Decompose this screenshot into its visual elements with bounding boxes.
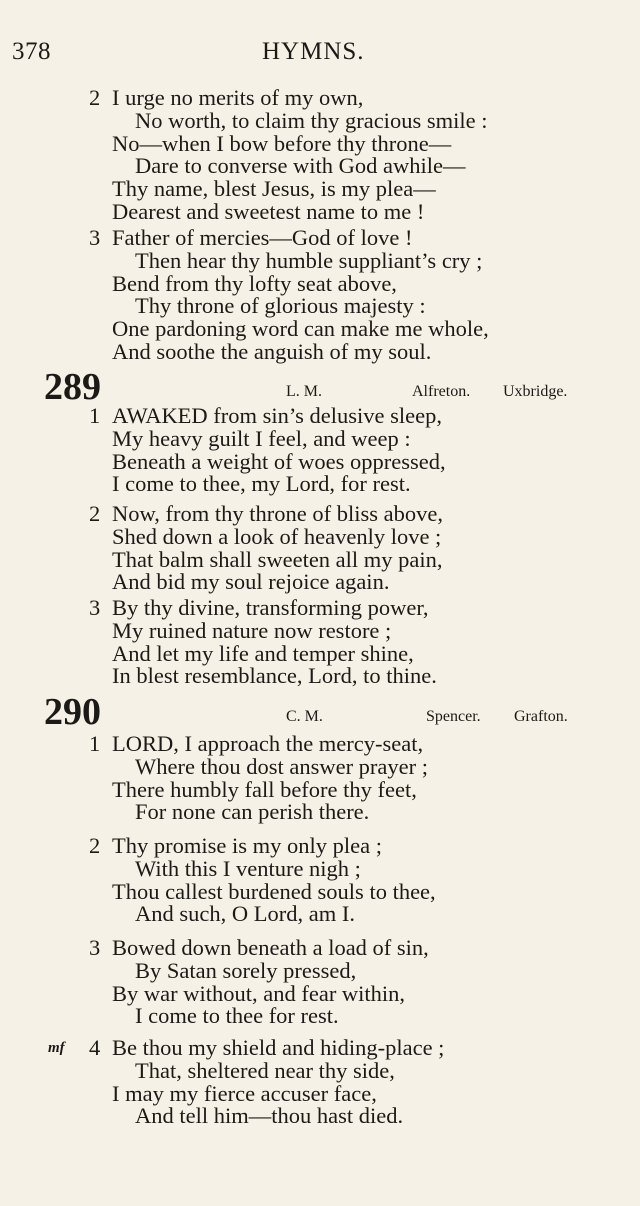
verse-number: 3 bbox=[89, 935, 101, 960]
verse-line: Dare to converse with God awhile— bbox=[135, 153, 466, 179]
tune-name: Spencer. bbox=[426, 708, 481, 725]
stanza bbox=[0, 733, 640, 824]
verse-line: I may my fierce accuser face, bbox=[112, 1080, 377, 1106]
verse-line: By Satan sorely pressed, bbox=[135, 957, 357, 983]
hymn-heading bbox=[0, 692, 640, 732]
verse-line: Then hear thy humble suppliant’s cry ; bbox=[135, 247, 483, 273]
verse-line: And tell him—thou hast died. bbox=[135, 1103, 404, 1129]
verse-line: I come to thee, my Lord, for rest. bbox=[112, 471, 411, 497]
verse-line: I urge no merits of my own, bbox=[112, 85, 364, 110]
verse-number: 3 bbox=[89, 595, 101, 620]
verse-line: Dearest and sweetest name to me ! bbox=[112, 199, 425, 224]
verse-line: Thy name, blest Jesus, is my plea— bbox=[112, 176, 436, 202]
verse-number: 2 bbox=[89, 501, 101, 526]
verse-line: Thou callest burdened souls to thee, bbox=[112, 878, 436, 904]
verse-line: Bowed down beneath a load of sin, bbox=[112, 935, 429, 960]
verse-line: And let my life and temper shine, bbox=[112, 640, 414, 666]
verse-number: 1 bbox=[89, 731, 101, 756]
verse-line: Father of mercies—God of love ! bbox=[112, 225, 413, 250]
stanza bbox=[0, 937, 640, 1028]
hymn-heading bbox=[0, 367, 640, 407]
tune-name: Uxbridge. bbox=[503, 383, 568, 400]
verse-line: That, sheltered near thy side, bbox=[135, 1057, 395, 1083]
verse-line: Thy throne of glorious majesty : bbox=[135, 293, 426, 319]
stanza bbox=[0, 405, 640, 496]
verse-line: Be thou my shield and hiding-place ; bbox=[112, 1035, 445, 1060]
hymn-number: 289 bbox=[44, 366, 101, 408]
verse-line: Now, from thy throne of bliss above, bbox=[112, 501, 443, 526]
stanza bbox=[0, 1037, 640, 1128]
verse-line: By thy divine, transforming power, bbox=[112, 595, 429, 620]
verse-line: No worth, to claim thy gracious smile : bbox=[135, 107, 488, 133]
verse-line: One pardoning word can make me whole, bbox=[112, 316, 489, 342]
verse-line: And soothe the anguish of my soul. bbox=[112, 339, 432, 364]
verse-line: And such, O Lord, am I. bbox=[135, 901, 355, 927]
verse-number: 2 bbox=[89, 85, 101, 110]
verse-line: Beneath a weight of woes oppressed, bbox=[112, 448, 446, 474]
running-head: HYMNS. bbox=[262, 38, 365, 65]
page-number: 378 bbox=[12, 38, 51, 65]
verse-line: Where thou dost answer prayer ; bbox=[135, 753, 429, 779]
verse-line: By war without, and fear within, bbox=[112, 980, 406, 1006]
meter-label: L. M. bbox=[286, 383, 322, 400]
stanza bbox=[0, 503, 640, 594]
stanza bbox=[0, 227, 640, 364]
verse-line: With this I venture nigh ; bbox=[135, 855, 361, 881]
verse-line: That balm shall sweeten all my pain, bbox=[112, 546, 443, 572]
tune-name: Alfreton. bbox=[412, 383, 471, 400]
verse-line: Shed down a look of heavenly love ; bbox=[112, 523, 442, 549]
stanza bbox=[0, 87, 640, 224]
verse-line: LORD, I approach the mercy-seat, bbox=[112, 731, 424, 756]
verse-number: 1 bbox=[89, 403, 101, 428]
verse-line: In blest resemblance, Lord, to thine. bbox=[112, 663, 437, 689]
stanza bbox=[0, 835, 640, 926]
verse-number: 3 bbox=[89, 225, 101, 250]
verse-number: 4 bbox=[89, 1035, 101, 1060]
verse-number: 2 bbox=[89, 833, 101, 858]
verse-line: AWAKED from sin’s delusive sleep, bbox=[112, 403, 443, 428]
verse-line: There humbly fall before thy feet, bbox=[112, 776, 417, 802]
hymn-number: 290 bbox=[44, 691, 101, 733]
verse-line: My heavy guilt I feel, and weep : bbox=[112, 425, 411, 451]
verse-line: For none can perish there. bbox=[135, 799, 370, 825]
stanza bbox=[0, 597, 640, 688]
verse-line: I come to thee for rest. bbox=[135, 1003, 339, 1029]
verse-line: Thy promise is my only plea ; bbox=[112, 833, 382, 858]
tune-name: Grafton. bbox=[514, 708, 568, 725]
meter-label: C. M. bbox=[286, 708, 323, 725]
verse-line: No—when I bow before thy throne— bbox=[112, 130, 452, 156]
verse-line: And bid my soul rejoice again. bbox=[112, 569, 390, 595]
verse-line: Bend from thy lofty seat above, bbox=[112, 270, 397, 296]
verse-line: My ruined nature now restore ; bbox=[112, 617, 392, 643]
dynamic-marking: mf bbox=[48, 1040, 65, 1056]
